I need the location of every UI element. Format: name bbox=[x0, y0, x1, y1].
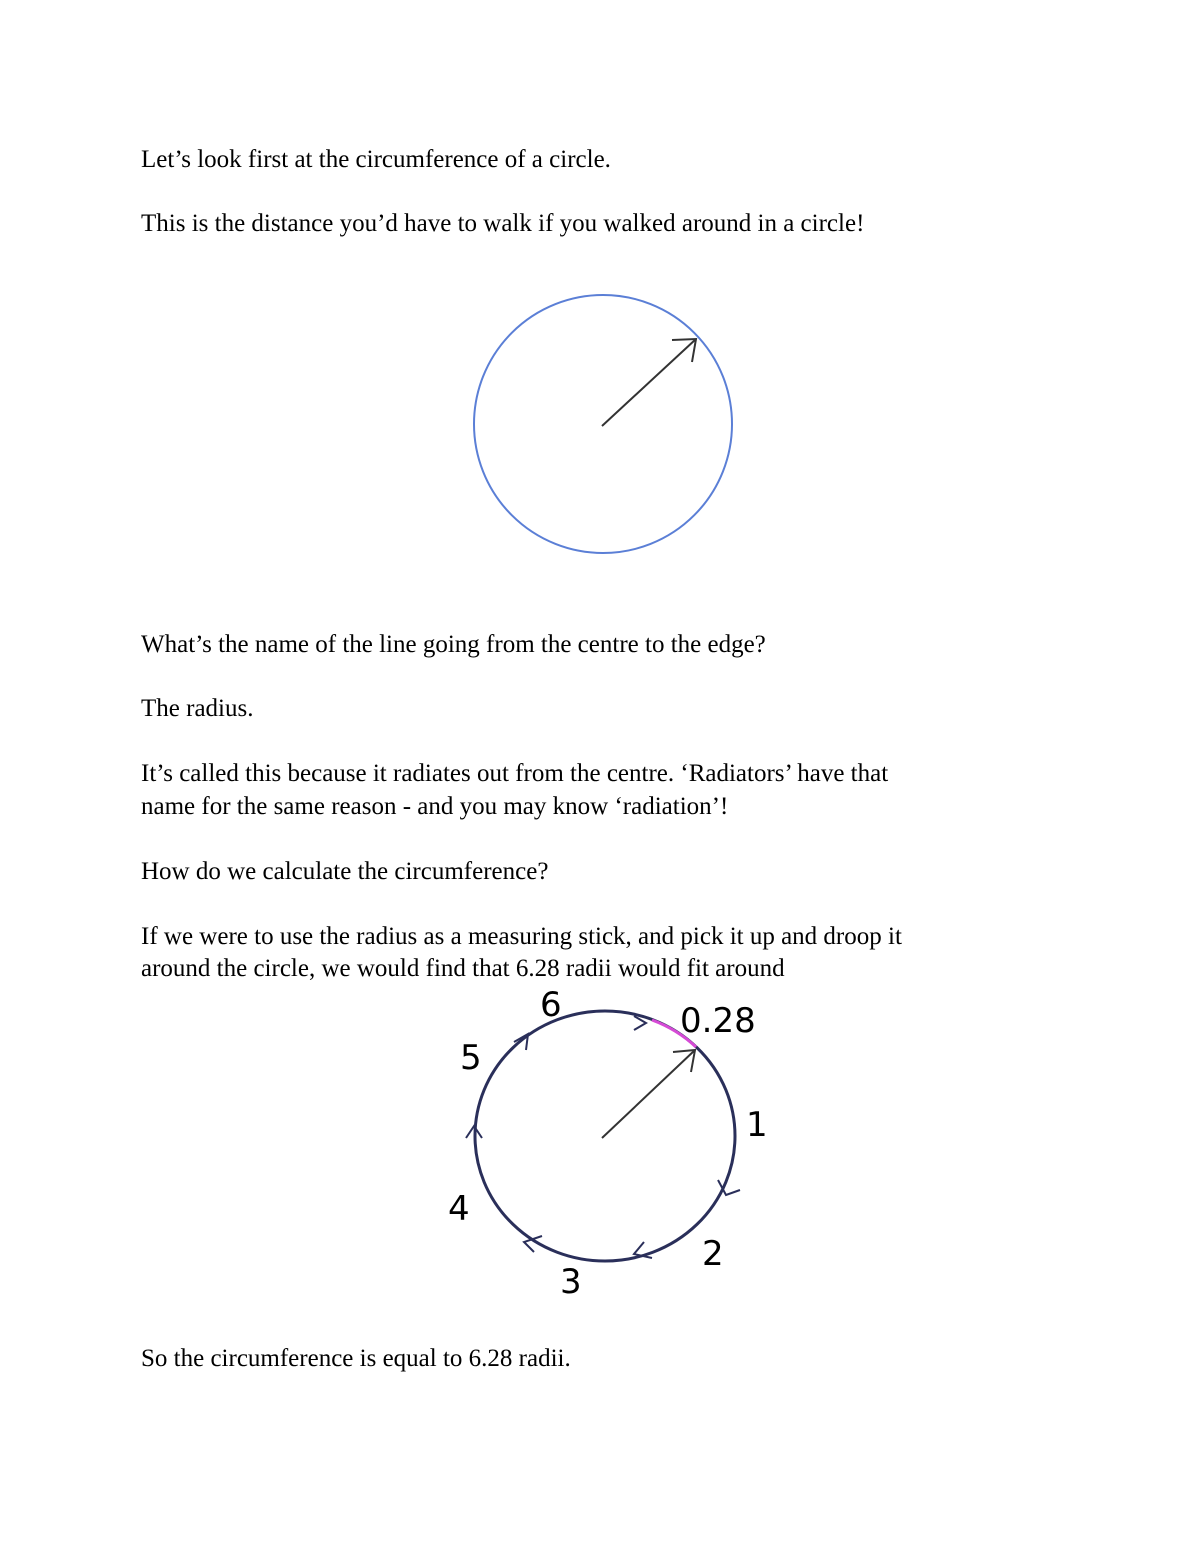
intro-paragraph: Let’s look first at the circumference of a circle. bbox=[141, 146, 611, 173]
definition-paragraph: This is the distance you’d have to walk if you walked around in a circle! bbox=[141, 210, 865, 237]
measuring-line-1: If we were to use the radius as a measuring stick, and pick it up and droop it bbox=[141, 923, 902, 950]
tick-mark-2 bbox=[634, 1242, 652, 1258]
label-radius-1: 1 bbox=[746, 1105, 768, 1145]
label-radius-2: 2 bbox=[702, 1234, 724, 1274]
circle-with-radius-figure bbox=[460, 290, 750, 560]
label-radius-5: 5 bbox=[460, 1038, 482, 1078]
radius-arrow-line bbox=[602, 339, 696, 426]
measuring-line-2: around the circle, we would find that 6.28 radii would fit around bbox=[141, 955, 785, 982]
radius-arrow-line-2 bbox=[602, 1050, 695, 1138]
answer-paragraph: The radius. bbox=[141, 695, 254, 722]
label-radius-4: 4 bbox=[448, 1189, 470, 1229]
radii-around-circle-figure bbox=[430, 980, 790, 1300]
label-radius-6: 6 bbox=[540, 985, 562, 1025]
question-paragraph: What’s the name of the line going from the centre to the edge? bbox=[141, 631, 766, 658]
label-remainder-028: 0.28 bbox=[680, 1001, 756, 1041]
conclusion-paragraph: So the circumference is equal to 6.28 radii. bbox=[141, 1345, 571, 1372]
label-radius-3: 3 bbox=[560, 1262, 582, 1300]
calculation-question: How do we calculate the circumference? bbox=[141, 858, 549, 885]
explanation-line-2: name for the same reason - and you may know ‘radiation’! bbox=[141, 793, 729, 820]
explanation-line-1: It’s called this because it radiates out from the centre. ‘Radiators’ have that bbox=[141, 760, 889, 787]
